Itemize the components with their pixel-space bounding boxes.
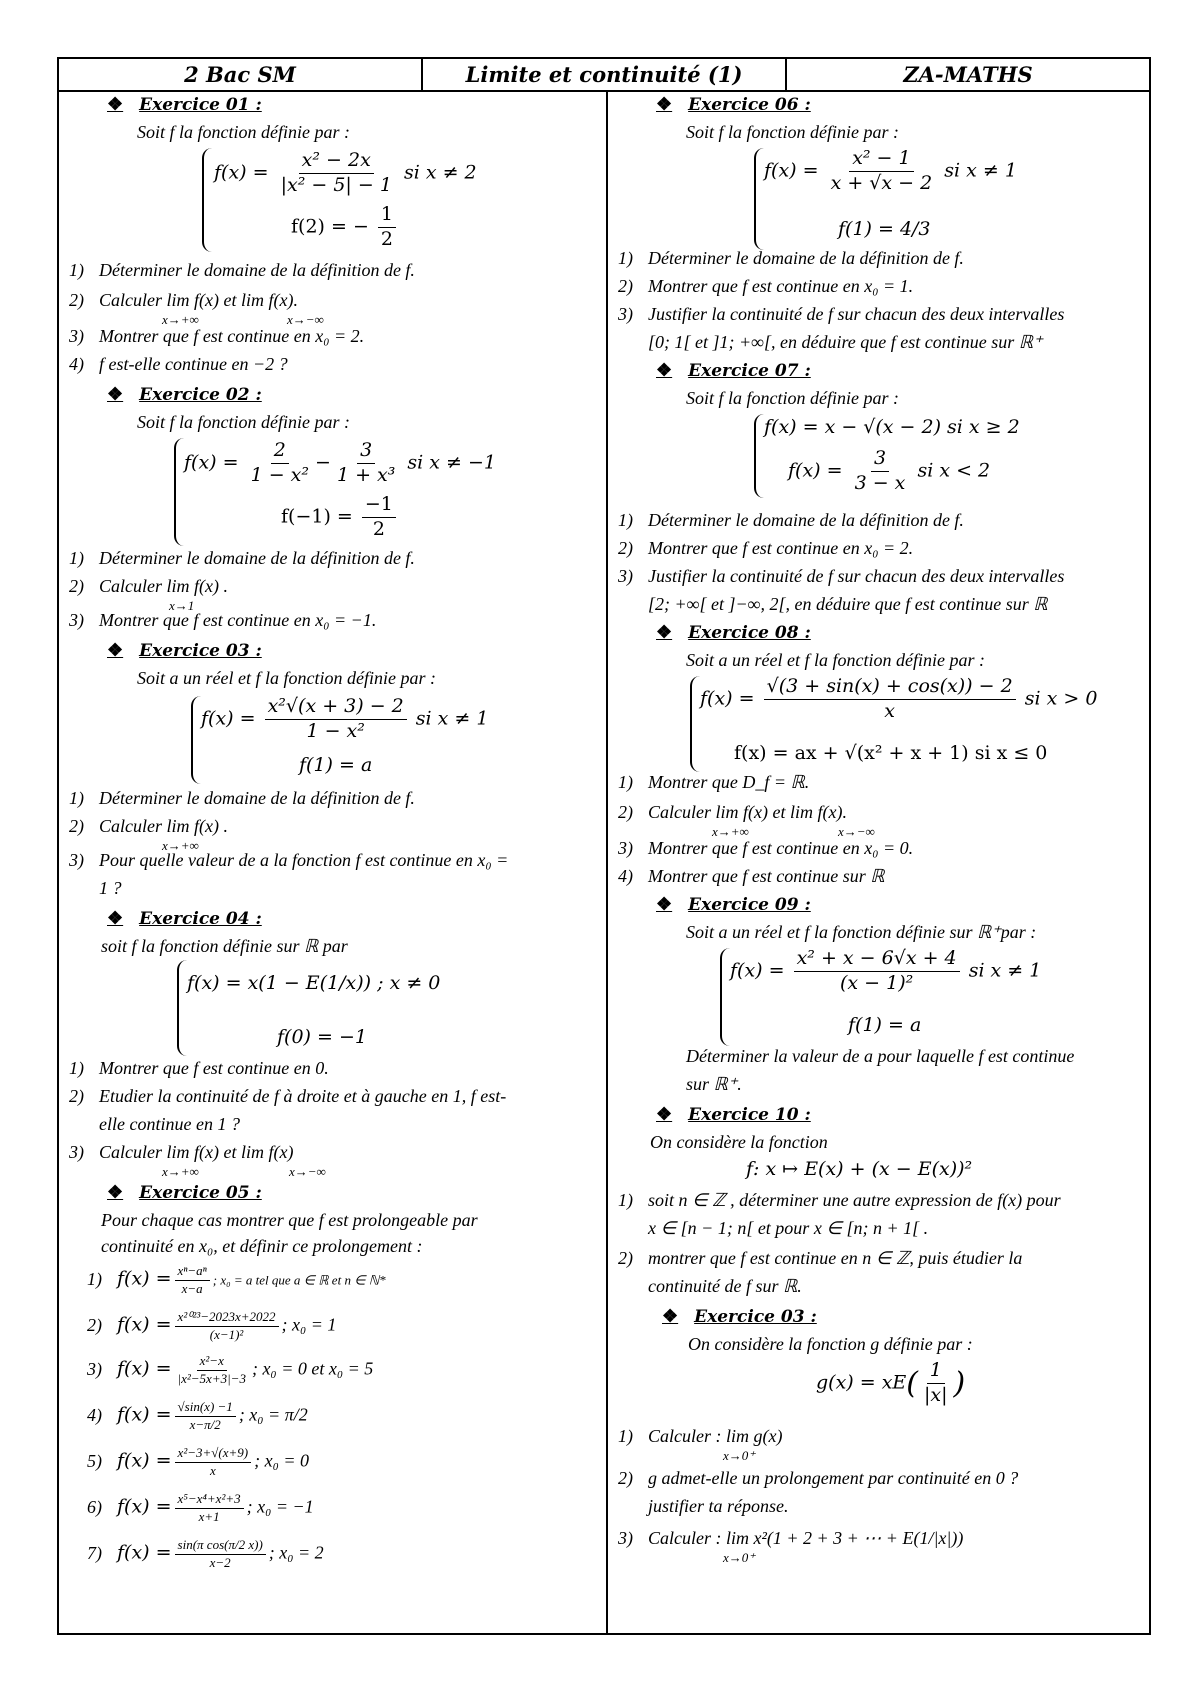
ex01-q4: 4) f est-elle continue en −2 ?: [69, 354, 288, 374]
ex01-q2: 2) Calculer lim f(x) et lim f(x).: [69, 290, 298, 310]
ex08-limit-sub-1: x→+∞: [712, 824, 749, 839]
ex04-q2-cont: elle continue en 1 ?: [99, 1114, 240, 1134]
ex03b-function: g(x) = xE( $\frac{1}{|x|}$ ): [816, 1359, 966, 1406]
diamond-bullet-icon: ❖: [662, 1306, 679, 1327]
ex05-item-5: 5) f(x) = $\frac{\text{x²−3+√(x+9)}}{x}$ ; x₀ = 0: [87, 1445, 309, 1478]
exercise-sheet: [57, 57, 1151, 1635]
exercise-06-intro: Soit f la fonction définie par :: [686, 122, 899, 142]
ex03b-q2: 2) g admet-elle un prolongement par continuité en 0 ?: [618, 1468, 1019, 1488]
ex08-q3: 3) Montrer que f est continue en x₀ = 0.: [618, 838, 914, 858]
ex10-q1: 1) soit n ∈ ℤ , déterminer une autre expression de f(x) pour: [618, 1190, 1061, 1210]
ex05-item-6: 6) f(x) = $\frac{\text{x⁵−x⁴+x²+3}}{x+1}$ ; x₀ = −1: [87, 1491, 314, 1524]
header-title: Limite et continuité (1): [421, 59, 785, 90]
ex10-q2-cont: continuité de f sur ℝ.: [648, 1276, 802, 1296]
ex02-q2: 2) Calculer lim f(x) .: [69, 576, 228, 596]
ex06-q3: 3) Justifier la continuité de f sur chacun des deux intervalles: [618, 304, 1065, 324]
header-row: [59, 59, 1149, 92]
brace-icon: [191, 696, 201, 784]
ex09-case-2: f(1) = a: [848, 1014, 922, 1036]
brace-icon: [202, 148, 212, 252]
ex01-limit-sub-2: x→−∞: [287, 312, 324, 327]
ex01-q3: 3) Montrer que f est continue en x₀ = 2.: [69, 326, 365, 346]
ex07-q1: 1) Déterminer le domaine de la définition de f.: [618, 510, 964, 530]
exercise-09-intro: Soit a un réel et f la fonction définie sur ℝ⁺par :: [686, 922, 1037, 942]
exercise-03-title: ❖ Exercice 03 :: [107, 640, 262, 661]
ex07-q2: 2) Montrer que f est continue en x₀ = 2.: [618, 538, 914, 558]
ex06-q3-cont: [0; 1[ et ]1; +∞[, en déduire que f est continue sur ℝ⁺: [648, 332, 1043, 352]
ex03-q1: 1) Déterminer le domaine de la définition de f.: [69, 788, 415, 808]
exercise-03b-title: ❖ Exercice 03 :: [662, 1306, 817, 1327]
ex01-q1: 1) Déterminer le domaine de la définition de f.: [69, 260, 415, 280]
ex04-limit-sub-1: x→+∞: [162, 1164, 199, 1179]
diamond-bullet-icon: ❖: [656, 622, 673, 643]
ex08-q1: 1) Montrer que D_f = ℝ.: [618, 772, 810, 792]
brace-icon: [754, 148, 764, 250]
header-author: ZA-MATHS: [785, 59, 1149, 90]
brace-icon: [690, 676, 700, 772]
diamond-bullet-icon: ❖: [656, 94, 673, 115]
exercise-08-intro: Soit a un réel et f la fonction définie par :: [686, 650, 985, 670]
ex06-q1: 1) Déterminer le domaine de la définition de f.: [618, 248, 964, 268]
ex04-case-2: f(0) = −1: [277, 1026, 367, 1048]
ex03b-limit-sub-1: x→0⁺: [723, 1448, 756, 1463]
ex03b-q3: 3) Calculer : lim x²(1 + 2 + 3 + ⋯ + E(1/|x|)): [618, 1528, 964, 1548]
ex03-case-2: f(1) = a: [299, 754, 373, 776]
brace-icon: [754, 414, 764, 498]
ex04-limit-sub-2: x→−∞: [289, 1164, 326, 1179]
diamond-bullet-icon: ❖: [656, 360, 673, 381]
exercise-05-intro-2: continuité en x₀, et définir ce prolongement :: [101, 1236, 423, 1256]
ex08-q4: 4) Montrer que f est continue sur ℝ: [618, 866, 885, 886]
ex10-q2: 2) montrer que f est continue en n ∈ ℤ, puis étudier la: [618, 1248, 1023, 1268]
exercise-03b-intro: On considère la fonction g définie par :: [688, 1334, 973, 1354]
ex04-q3: 3) Calculer lim f(x) et lim f(x): [69, 1142, 294, 1162]
ex08-limit-sub-2: x→−∞: [838, 824, 875, 839]
ex03b-q2-cont: justifier ta réponse.: [648, 1496, 789, 1516]
ex08-q2: 2) Calculer lim f(x) et lim f(x).: [618, 802, 847, 822]
ex03b-limit-sub-2: x→0⁺: [723, 1550, 756, 1565]
exercise-10-intro: On considère la fonction: [650, 1132, 828, 1152]
diamond-bullet-icon: ❖: [107, 94, 124, 115]
ex03-q3: 3) Pour quelle valeur de a la fonction f est continue en x₀ =: [69, 850, 509, 870]
ex06-case-2: f(1) = 4/3: [838, 218, 931, 240]
exercise-06-title: ❖ Exercice 06 :: [656, 94, 811, 115]
exercise-02-intro: Soit f la fonction définie par :: [137, 412, 350, 432]
ex03-limit-sub: x→+∞: [162, 838, 199, 853]
ex08-case-1: f(x) = $\frac{√(3 + \sin(x) + \cos(x)) - 2}{x}$ si x > 0: [700, 675, 1098, 722]
ex06-case-1: f(x) = $\frac{\text{x² − 1}}{x + √x - 2}$ si x ≠ 1: [764, 147, 1017, 194]
ex02-limit-sub: x→1: [169, 598, 195, 613]
ex04-q2: 2) Etudier la continuité de f à droite et à gauche en 1, f est-: [69, 1086, 507, 1106]
exercise-02-title: ❖ Exercice 02 :: [107, 384, 262, 405]
exercise-05-title: ❖ Exercice 05 :: [107, 1182, 262, 1203]
ex05-item-3: 3) f(x) = $\frac{\text{x²−x}}{\text{|x²−5x+3|−3}}$ ; x₀ = 0 et x₀ = 5: [87, 1353, 374, 1386]
ex09-q1: Déterminer la valeur de a pour laquelle f est continue: [686, 1046, 1075, 1066]
exercise-07-intro: Soit f la fonction définie par :: [686, 388, 899, 408]
ex05-item-4: 4) f(x) = $\frac{√\sin(x) -1}{x-\pi/2}$ ; x₀ = π/2: [87, 1399, 308, 1432]
ex03-case-1: f(x) = $\frac{\text{x²√(x + 3) − 2}}{\text{1 − x²}}$ si x ≠ 1: [201, 695, 489, 742]
ex03-q3-cont: 1 ?: [99, 878, 122, 898]
left-column: [59, 92, 604, 1633]
exercise-04-title: ❖ Exercice 04 :: [107, 908, 262, 929]
brace-icon: [720, 948, 730, 1046]
exercise-08-title: ❖ Exercice 08 :: [656, 622, 811, 643]
ex02-case-2: f(−1) = $\frac{-1}{2}$: [281, 494, 399, 541]
ex01-case-1: f(x) = $\frac{\text{x² − 2x}}{\text{|x² − 5| − 1}}$ si x ≠ 2: [214, 149, 477, 196]
ex03b-q1: 1) Calculer : lim g(x): [618, 1426, 783, 1446]
exercise-05-intro-1: Pour chaque cas montrer que f est prolongeable par: [101, 1210, 478, 1230]
ex07-q3: 3) Justifier la continuité de f sur chacun des deux intervalles: [618, 566, 1065, 586]
diamond-bullet-icon: ❖: [656, 1104, 673, 1125]
ex05-item-7: 7) f(x) = $\frac{\text{sin(π cos(π/2 x))}}{x-2}$ ; x₀ = 2: [87, 1537, 324, 1570]
diamond-bullet-icon: ❖: [107, 640, 124, 661]
exercise-04-intro: soit f la fonction définie sur ℝ par: [101, 936, 348, 956]
ex08-case-2: f(x) = ax + √(x² + x + 1) si x ≤ 0: [734, 742, 1048, 764]
ex03-q2: 2) Calculer lim f(x) .: [69, 816, 228, 836]
ex01-limit-sub-1: x→+∞: [162, 312, 199, 327]
ex07-q3-cont: [2; +∞[ et ]−∞, 2[, en déduire que f est continue sur ℝ: [648, 594, 1048, 614]
brace-icon: [174, 438, 184, 546]
right-column: [608, 92, 1153, 1633]
header-class: 2 Bac SM: [184, 62, 296, 87]
exercise-01-title: ❖ Exercice 01 :: [107, 94, 262, 115]
ex09-q1-cont: sur ℝ⁺.: [686, 1074, 742, 1094]
brace-icon: [177, 960, 187, 1056]
exercise-03-intro: Soit a un réel et f la fonction définie par :: [137, 668, 436, 688]
exercise-10-title: ❖ Exercice 10 :: [656, 1104, 811, 1125]
ex07-case-1: f(x) = x − √(x − 2) si x ≥ 2: [764, 416, 1020, 438]
ex06-q2: 2) Montrer que f est continue en x₀ = 1.: [618, 276, 914, 296]
diamond-bullet-icon: ❖: [656, 894, 673, 915]
diamond-bullet-icon: ❖: [107, 384, 124, 405]
diamond-bullet-icon: ❖: [107, 1182, 124, 1203]
exercise-07-title: ❖ Exercice 07 :: [656, 360, 811, 381]
ex05-item-1: 1) f(x) = $\frac{\text{xⁿ−aⁿ}}{x-a}$ ; x₀ = a tel que a ∈ ℝ et n ∈ ℕ*: [87, 1263, 386, 1296]
ex05-item-2: 2) f(x) = $\frac{\text{x²⁰²³−2023x+2022}}{\text{(x−1)²}}$ ; x₀ = 1: [87, 1309, 337, 1342]
ex02-case-1: f(x) = $\frac{2}{\text{1 − x²}}$ − $\frac{3}{\text{1 + x³}}$ si x ≠ −1: [184, 439, 496, 486]
ex10-q1-cont: x ∈ [n − 1; n[ et pour x ∈ [n; n + 1[ .: [648, 1218, 929, 1238]
ex07-case-2: f(x) = $\frac{3}{3 - x}$ si x < 2: [788, 447, 991, 494]
ex04-case-1: f(x) = x(1 − E(1/x)) ; x ≠ 0: [187, 972, 441, 994]
ex10-function: f: x ↦ E(x) + (x − E(x))²: [746, 1158, 973, 1180]
exercise-09-title: ❖ Exercice 09 :: [656, 894, 811, 915]
ex09-case-1: f(x) = $\frac{\text{x² + x − 6√x + 4}}{\text{(x − 1)²}}$ si x ≠ 1: [730, 947, 1042, 994]
exercise-01-intro: Soit f la fonction définie par :: [137, 122, 350, 142]
ex01-case-2: f(2) = − $\frac{1}{2}$: [291, 204, 399, 251]
diamond-bullet-icon: ❖: [107, 908, 124, 929]
ex02-q3: 3) Montrer que f est continue en x₀ = −1.: [69, 610, 377, 630]
ex04-q1: 1) Montrer que f est continue en 0.: [69, 1058, 329, 1078]
ex02-q1: 1) Déterminer le domaine de la définition de f.: [69, 548, 415, 568]
